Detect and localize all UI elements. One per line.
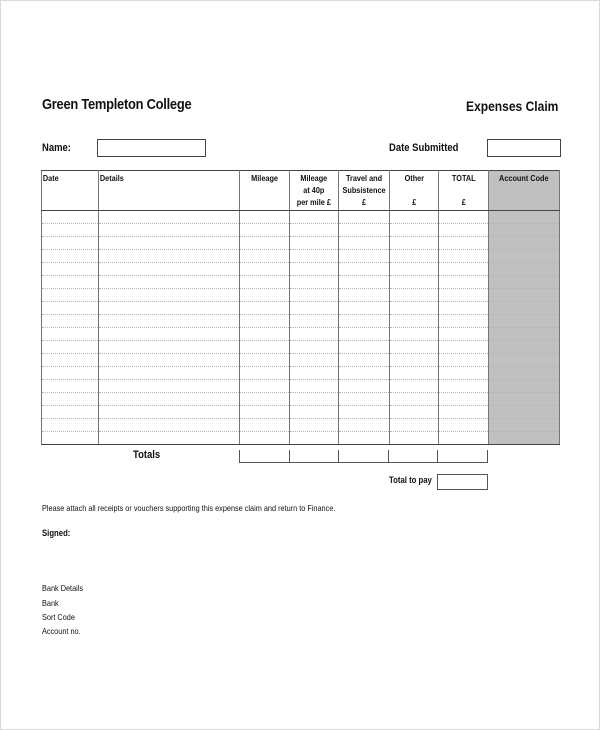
- cell-mileage-rate[interactable]: [290, 432, 339, 445]
- column-header-line: £: [362, 197, 367, 207]
- cell-account-code[interactable]: [489, 302, 560, 315]
- cell-other[interactable]: [390, 393, 439, 406]
- column-header-line: per mile £: [296, 197, 332, 207]
- cell-account-code[interactable]: [489, 263, 560, 276]
- column-header-mileage: [240, 171, 290, 211]
- cell-details[interactable]: [99, 302, 240, 315]
- cell-date[interactable]: [42, 380, 99, 393]
- cell-travel[interactable]: [339, 380, 390, 393]
- cell-total[interactable]: [439, 328, 489, 341]
- table-row: [42, 211, 560, 224]
- cell-account-code[interactable]: [489, 328, 560, 341]
- column-header-line: Date: [42, 173, 59, 183]
- table-row: [42, 237, 560, 250]
- cell-travel[interactable]: [339, 406, 390, 419]
- cell-mileage-rate[interactable]: [290, 354, 339, 367]
- cell-total[interactable]: [439, 367, 489, 380]
- cell-account-code[interactable]: [489, 341, 560, 354]
- table-header-row: [42, 171, 560, 211]
- cell-travel[interactable]: [339, 367, 390, 380]
- cell-account-code[interactable]: [489, 406, 560, 419]
- cell-travel[interactable]: [339, 393, 390, 406]
- column-header-line: TOTAL: [451, 173, 476, 183]
- cell-total[interactable]: [439, 250, 489, 263]
- column-header-line: Mileage: [251, 173, 278, 183]
- table-row: [42, 315, 560, 328]
- cell-details[interactable]: [99, 250, 240, 263]
- instruction-text: Please attach all receipts or vouchers supporting this expense claim and return to Finance.: [42, 503, 336, 513]
- cell-details[interactable]: [99, 263, 240, 276]
- cell-mileage[interactable]: [240, 263, 290, 276]
- cell-other[interactable]: [390, 250, 439, 263]
- bank-details-heading: Bank Details: [42, 583, 84, 593]
- cell-travel[interactable]: [339, 276, 390, 289]
- total-to-pay-field[interactable]: [437, 474, 488, 490]
- cell-other[interactable]: [390, 354, 439, 367]
- cell-other[interactable]: [390, 302, 439, 315]
- table-row: [42, 393, 560, 406]
- cell-details[interactable]: [99, 406, 240, 419]
- table-row: [42, 263, 560, 276]
- total-mileage-rate-cell[interactable]: [289, 450, 339, 463]
- cell-mileage[interactable]: [240, 302, 290, 315]
- column-header-total: [439, 171, 489, 211]
- cell-mileage[interactable]: [240, 276, 290, 289]
- cell-account-code[interactable]: [489, 289, 560, 302]
- column-header-line: at 40p: [303, 185, 325, 195]
- cell-mileage-rate[interactable]: [290, 393, 339, 406]
- total-total-cell[interactable]: [437, 450, 488, 463]
- cell-date[interactable]: [42, 315, 99, 328]
- expenses-table: [41, 170, 560, 445]
- cell-mileage[interactable]: [240, 406, 290, 419]
- column-header-other: [390, 171, 439, 211]
- total-other-cell[interactable]: [388, 450, 438, 463]
- name-field[interactable]: [97, 139, 206, 157]
- table-row: [42, 354, 560, 367]
- cell-details[interactable]: [99, 211, 240, 224]
- name-label: Name:: [42, 142, 71, 154]
- cell-travel[interactable]: [339, 224, 390, 237]
- cell-account-code[interactable]: [489, 432, 560, 445]
- cell-total[interactable]: [439, 432, 489, 445]
- cell-other[interactable]: [390, 263, 439, 276]
- cell-date[interactable]: [42, 250, 99, 263]
- cell-other[interactable]: [390, 406, 439, 419]
- cell-date[interactable]: [42, 432, 99, 445]
- cell-details[interactable]: [99, 224, 240, 237]
- cell-mileage[interactable]: [240, 250, 290, 263]
- cell-total[interactable]: [439, 211, 489, 224]
- cell-mileage[interactable]: [240, 211, 290, 224]
- cell-date[interactable]: [42, 406, 99, 419]
- cell-details[interactable]: [99, 354, 240, 367]
- cell-date[interactable]: [42, 276, 99, 289]
- cell-mileage[interactable]: [240, 341, 290, 354]
- cell-other[interactable]: [390, 211, 439, 224]
- cell-other[interactable]: [390, 380, 439, 393]
- cell-mileage-rate[interactable]: [290, 237, 339, 250]
- cell-date[interactable]: [42, 419, 99, 432]
- column-header-line: Subsistence: [342, 185, 386, 195]
- cell-account-code[interactable]: [489, 224, 560, 237]
- table-row: [42, 419, 560, 432]
- cell-account-code[interactable]: [489, 315, 560, 328]
- cell-other[interactable]: [390, 341, 439, 354]
- cell-travel[interactable]: [339, 211, 390, 224]
- cell-details[interactable]: [99, 328, 240, 341]
- column-header-line: Mileage: [300, 173, 328, 183]
- cell-account-code[interactable]: [489, 380, 560, 393]
- cell-mileage[interactable]: [240, 224, 290, 237]
- cell-mileage[interactable]: [240, 432, 290, 445]
- table-row: [42, 328, 560, 341]
- column-header-date: [42, 171, 99, 211]
- cell-travel[interactable]: [339, 341, 390, 354]
- cell-other[interactable]: [390, 328, 439, 341]
- cell-mileage-rate[interactable]: [290, 224, 339, 237]
- cell-account-code[interactable]: [489, 354, 560, 367]
- cell-account-code[interactable]: [489, 250, 560, 263]
- cell-mileage-rate[interactable]: [290, 406, 339, 419]
- cell-details[interactable]: [99, 367, 240, 380]
- table-row: [42, 341, 560, 354]
- table-row: [42, 406, 560, 419]
- column-header-details: [99, 171, 240, 211]
- cell-date[interactable]: [42, 393, 99, 406]
- cell-mileage[interactable]: [240, 354, 290, 367]
- cell-date[interactable]: [42, 341, 99, 354]
- cell-mileage-rate[interactable]: [290, 302, 339, 315]
- cell-other[interactable]: [390, 289, 439, 302]
- table-row: [42, 367, 560, 380]
- column-header-line: £: [412, 197, 417, 207]
- cell-mileage-rate[interactable]: [290, 419, 339, 432]
- cell-travel[interactable]: [339, 289, 390, 302]
- cell-total[interactable]: [439, 276, 489, 289]
- cell-mileage[interactable]: [240, 315, 290, 328]
- cell-mileage-rate[interactable]: [290, 211, 339, 224]
- table-row: [42, 380, 560, 393]
- table-row: [42, 289, 560, 302]
- cell-travel[interactable]: [339, 432, 390, 445]
- cell-date[interactable]: [42, 328, 99, 341]
- cell-details[interactable]: [99, 393, 240, 406]
- cell-mileage-rate[interactable]: [290, 341, 339, 354]
- cell-mileage[interactable]: [240, 367, 290, 380]
- cell-details[interactable]: [99, 289, 240, 302]
- cell-mileage[interactable]: [240, 393, 290, 406]
- total-travel-cell[interactable]: [338, 450, 389, 463]
- cell-mileage-rate[interactable]: [290, 250, 339, 263]
- bank-label: Bank: [42, 598, 59, 608]
- cell-travel[interactable]: [339, 250, 390, 263]
- cell-total[interactable]: [439, 302, 489, 315]
- cell-date[interactable]: [42, 211, 99, 224]
- cell-total[interactable]: [439, 354, 489, 367]
- column-header-line: Details: [99, 173, 124, 183]
- cell-mileage-rate[interactable]: [290, 380, 339, 393]
- cell-mileage-rate[interactable]: [290, 263, 339, 276]
- cell-other[interactable]: [390, 419, 439, 432]
- cell-account-code[interactable]: [489, 211, 560, 224]
- cell-other[interactable]: [390, 276, 439, 289]
- cell-mileage-rate[interactable]: [290, 328, 339, 341]
- date-submitted-field[interactable]: [487, 139, 561, 157]
- cell-total[interactable]: [439, 393, 489, 406]
- cell-travel[interactable]: [339, 354, 390, 367]
- table-row: [42, 302, 560, 315]
- cell-account-code[interactable]: [489, 419, 560, 432]
- cell-total[interactable]: [439, 341, 489, 354]
- signed-label: Signed:: [42, 528, 71, 538]
- cell-total[interactable]: [439, 237, 489, 250]
- cell-date[interactable]: [42, 354, 99, 367]
- cell-other[interactable]: [390, 237, 439, 250]
- cell-mileage[interactable]: [240, 380, 290, 393]
- column-header-line: Travel and: [345, 173, 383, 183]
- cell-mileage-rate[interactable]: [290, 367, 339, 380]
- cell-other[interactable]: [390, 224, 439, 237]
- cell-total[interactable]: [439, 315, 489, 328]
- column-header-travel: [339, 171, 390, 211]
- table-row: [42, 276, 560, 289]
- cell-other[interactable]: [390, 432, 439, 445]
- sort-code-label: Sort Code: [42, 612, 75, 622]
- column-header-line: £: [461, 197, 466, 207]
- column-header-mileage-rate: [290, 171, 339, 211]
- cell-date[interactable]: [42, 237, 99, 250]
- cell-total[interactable]: [439, 263, 489, 276]
- cell-date[interactable]: [42, 289, 99, 302]
- cell-total[interactable]: [439, 380, 489, 393]
- total-to-pay-label: Total to pay: [389, 475, 432, 485]
- cell-total[interactable]: [439, 224, 489, 237]
- cell-travel[interactable]: [339, 237, 390, 250]
- cell-total[interactable]: [439, 289, 489, 302]
- cell-mileage[interactable]: [240, 419, 290, 432]
- account-no-label: Account no.: [42, 626, 81, 636]
- cell-travel[interactable]: [339, 263, 390, 276]
- cell-details[interactable]: [99, 380, 240, 393]
- column-header-account-code: [489, 171, 560, 211]
- cell-details[interactable]: [99, 341, 240, 354]
- totals-label: Totals: [133, 449, 161, 461]
- cell-details[interactable]: [99, 237, 240, 250]
- cell-other[interactable]: [390, 367, 439, 380]
- table-row: [42, 432, 560, 445]
- cell-total[interactable]: [439, 419, 489, 432]
- cell-travel[interactable]: [339, 315, 390, 328]
- cell-travel[interactable]: [339, 419, 390, 432]
- cell-mileage-rate[interactable]: [290, 276, 339, 289]
- cell-details[interactable]: [99, 432, 240, 445]
- date-submitted-label: Date Submitted: [389, 142, 459, 154]
- cell-date[interactable]: [42, 224, 99, 237]
- cell-account-code[interactable]: [489, 276, 560, 289]
- cell-travel[interactable]: [339, 328, 390, 341]
- table-row: [42, 250, 560, 263]
- column-header-line: Account Code: [499, 173, 549, 183]
- cell-details[interactable]: [99, 419, 240, 432]
- cell-mileage-rate[interactable]: [290, 289, 339, 302]
- cell-date[interactable]: [42, 302, 99, 315]
- cell-date[interactable]: [42, 263, 99, 276]
- cell-mileage-rate[interactable]: [290, 315, 339, 328]
- cell-travel[interactable]: [339, 302, 390, 315]
- cell-details[interactable]: [99, 315, 240, 328]
- cell-account-code[interactable]: [489, 393, 560, 406]
- table-row: [42, 224, 560, 237]
- cell-mileage[interactable]: [240, 237, 290, 250]
- college-name: Green Templeton College: [42, 96, 192, 113]
- cell-account-code[interactable]: [489, 367, 560, 380]
- column-header-line: Other: [404, 173, 424, 183]
- cell-date[interactable]: [42, 367, 99, 380]
- total-mileage-cell[interactable]: [239, 450, 290, 463]
- cell-mileage[interactable]: [240, 328, 290, 341]
- form-title: Expenses Claim: [465, 98, 558, 114]
- cell-other[interactable]: [390, 315, 439, 328]
- cell-mileage[interactable]: [240, 289, 290, 302]
- cell-account-code[interactable]: [489, 237, 560, 250]
- cell-total[interactable]: [439, 406, 489, 419]
- cell-details[interactable]: [99, 276, 240, 289]
